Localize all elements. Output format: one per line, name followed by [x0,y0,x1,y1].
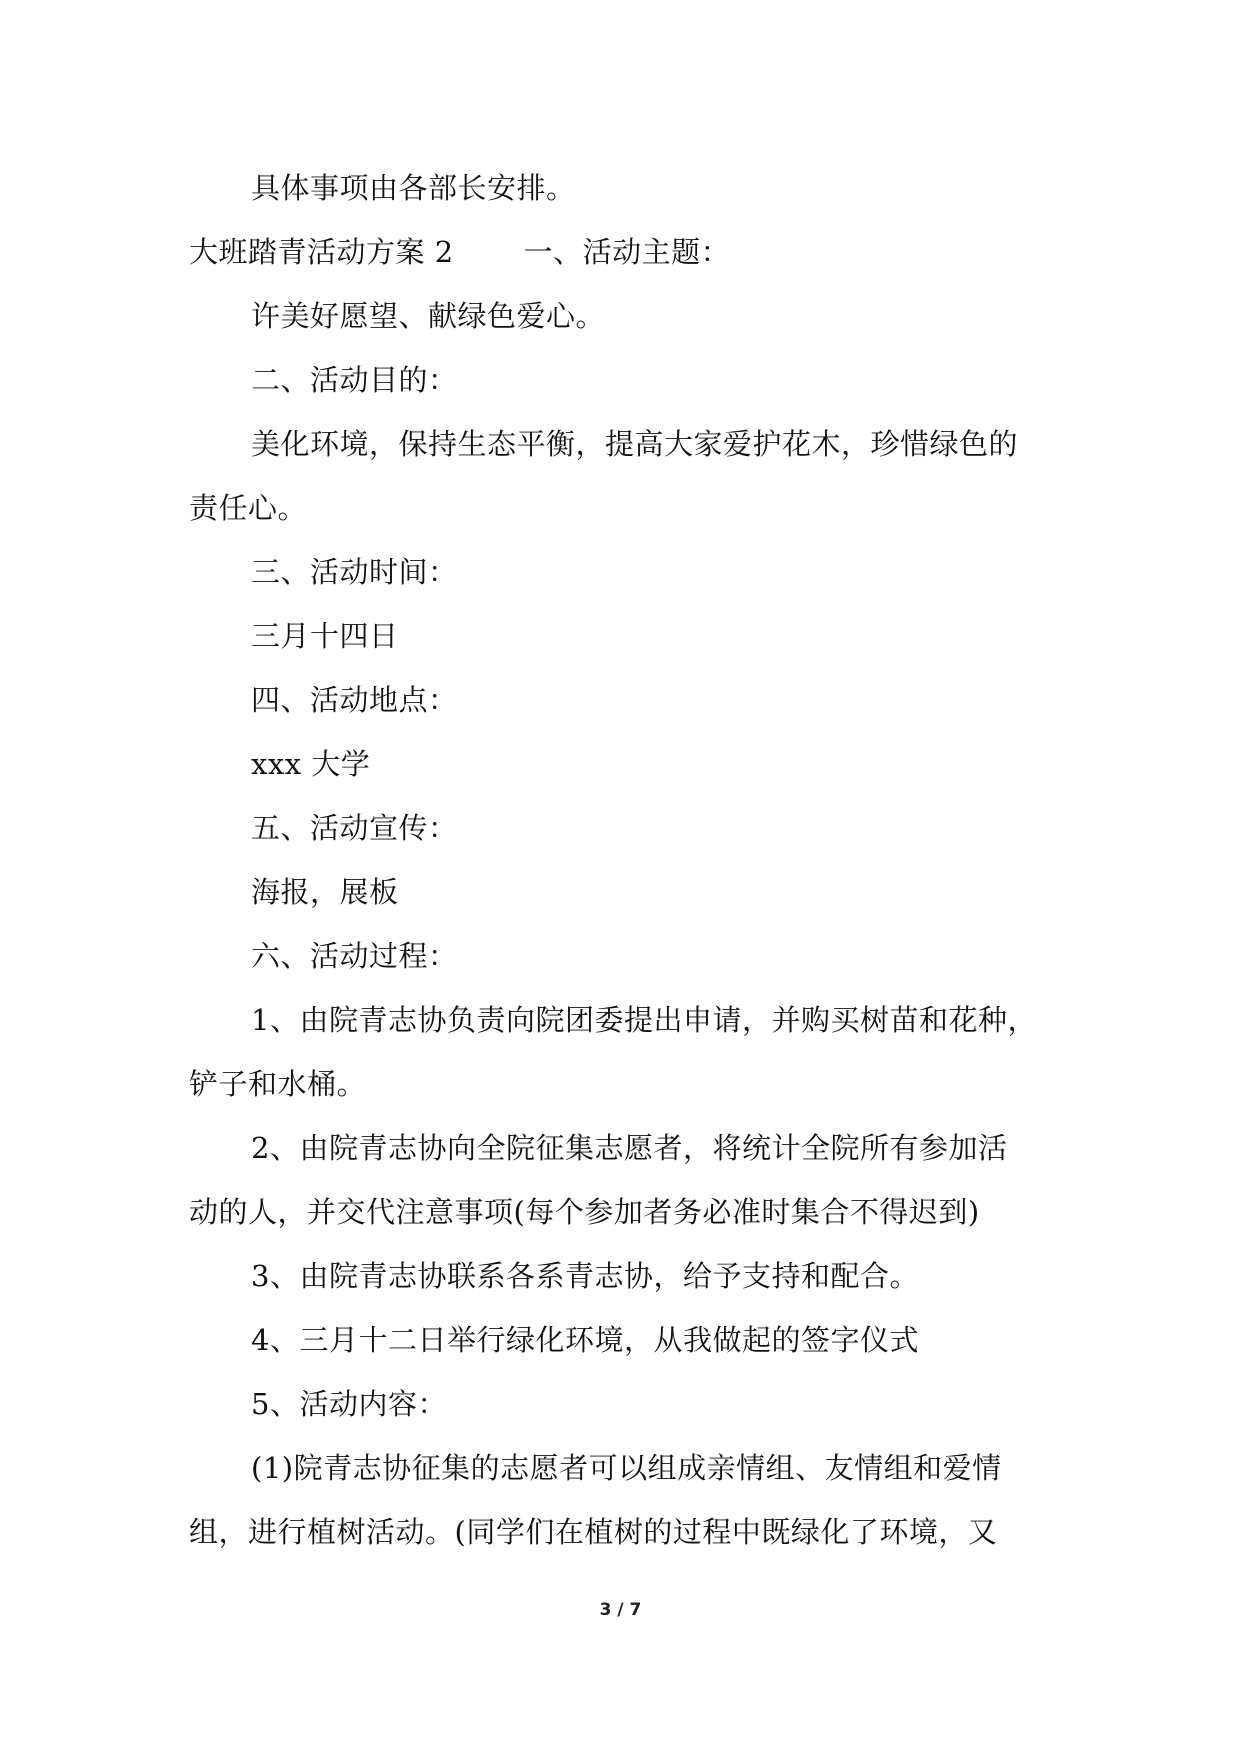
paragraph-line: 铲子和水桶。 [189,1067,367,1101]
paragraph-line: 许美好愿望、献绿色爱心。 [251,299,606,333]
paragraph-line: 海报，展板 [251,875,399,909]
section-heading: 四、活动地点： [251,683,458,717]
document-body [189,156,1064,1564]
paragraph-line: 1、由院青志协负责向院团委提出申请，并购买树苗和花种， [251,1003,1037,1037]
section-heading: 三、活动时间： [251,555,458,589]
paragraph-line: 5、活动内容： [251,1387,447,1421]
paragraph-line: 组，进行植树活动。(同学们在植树的过程中既绿化了环境，又 [189,1515,998,1549]
plan-title: 大班踏青活动方案 2 [189,235,454,269]
section-heading: 六、活动过程： [251,939,458,973]
paragraph-line: 4、三月十二日举行绿化环境，从我做起的签字仪式 [251,1323,919,1357]
paragraph-line: 动的人，并交代注意事项(每个参加者务必准时集合不得迟到) [189,1195,980,1229]
paragraph-line: xxx 大学 [251,747,371,781]
section-heading: 五、活动宣传： [251,811,458,845]
section-heading [189,220,1064,284]
paragraph-line: 具体事项由各部长安排。 [251,171,576,205]
section-heading: 二、活动目的： [251,363,458,397]
paragraph-line: (1)院青志协征集的志愿者可以组成亲情组、友情组和爱情 [251,1451,1002,1485]
paragraph-line: 3、由院青志协联系各系青志协，给予支持和配合。 [251,1259,919,1293]
paragraph-line: 责任心。 [189,491,308,525]
page-number: 3 / 7 [599,1600,642,1620]
activity-theme-heading: 一、活动主题： [523,235,731,269]
paragraph-line: 三月十四日 [251,619,399,653]
paragraph-line: 美化环境，保持生态平衡，提高大家爱护花木，珍惜绿色的 [251,427,1019,461]
paragraph-line: 2、由院青志协向全院征集志愿者，将统计全院所有参加活 [251,1131,1008,1165]
